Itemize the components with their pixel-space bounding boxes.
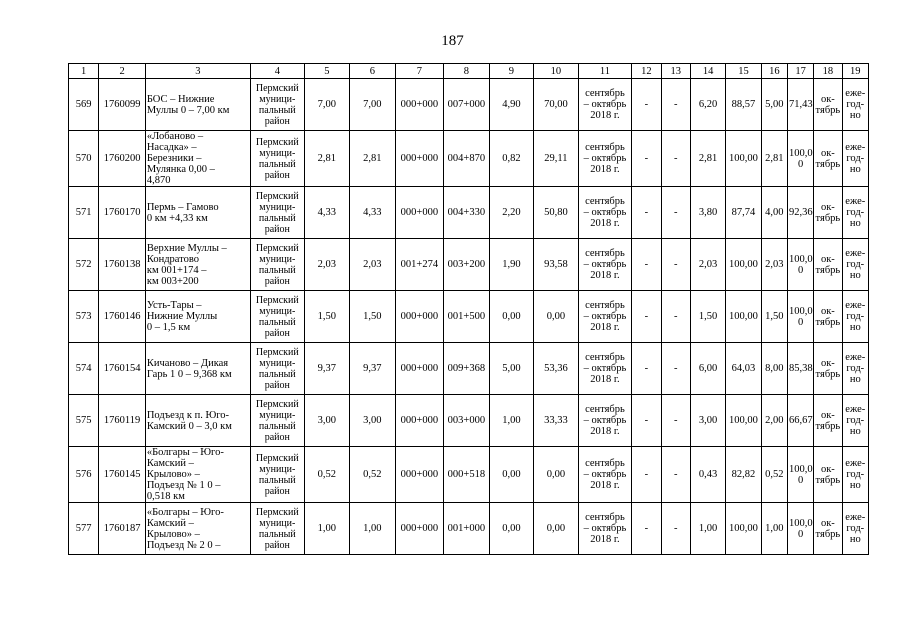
table-row (69, 131, 869, 187)
value-cell-c12: - (632, 239, 661, 291)
value-cell-c10: 70,00 (534, 79, 579, 131)
value-cell-c14: 6,00 (690, 343, 725, 395)
header-cell: 7 (395, 64, 444, 79)
period-cell: сентябрь – октябрь 2018 г. (578, 343, 632, 395)
value-cell-c9: 1,00 (489, 395, 534, 447)
value-cell-c13: - (661, 79, 690, 131)
value-cell-c7: 000+000 (395, 131, 444, 187)
district-cell: Пермский муници- пальный район (251, 447, 305, 503)
value-cell-c6: 2,81 (350, 131, 396, 187)
value-cell-c13: - (661, 131, 690, 187)
value-cell-c15: 100,00 (726, 239, 761, 291)
page-number: 187 (441, 33, 464, 49)
district-cell: Пермский муници- пальный район (251, 79, 305, 131)
value-cell-c9: 0,00 (489, 291, 534, 343)
value-cell-c6: 7,00 (350, 79, 396, 131)
header-cell: 10 (534, 64, 579, 79)
value-cell-c16: 4,00 (761, 187, 787, 239)
row-number: 576 (69, 447, 99, 503)
road-name: «Болгары – Юго- Камский – Крылово» – Подъезд № 1 0 – 0,518 км (145, 447, 250, 503)
value-cell-c14: 2,03 (690, 239, 725, 291)
value-cell-c15: 64,03 (726, 343, 761, 395)
value-cell-c8: 003+000 (444, 395, 490, 447)
value-cell-c14: 6,20 (690, 79, 725, 131)
value-cell-c13: - (661, 291, 690, 343)
road-code: 1760146 (99, 291, 146, 343)
value-cell-c8: 001+000 (444, 503, 490, 555)
value-cell-c15: 100,00 (726, 291, 761, 343)
value-cell-c15: 100,00 (726, 131, 761, 187)
value-cell-c17: 92,36 (787, 187, 813, 239)
value-cell-c6: 9,37 (350, 343, 396, 395)
value-cell-c5: 7,00 (304, 79, 350, 131)
value-cell-c14: 1,00 (690, 503, 725, 555)
road-name: «Болгары – Юго- Камский – Крылово» – Подъезд № 2 0 – (145, 503, 250, 555)
value-cell-c10: 53,36 (534, 343, 579, 395)
value-cell-c12: - (632, 79, 661, 131)
roads-table (68, 63, 869, 555)
value-cell-c9: 0,00 (489, 447, 534, 503)
month-cell: ок- тябрь (814, 79, 842, 131)
value-cell-c6: 0,52 (350, 447, 396, 503)
row-number: 569 (69, 79, 99, 131)
value-cell-c5: 0,52 (304, 447, 350, 503)
value-cell-c16: 1,50 (761, 291, 787, 343)
value-cell-c17: 100,0 0 (787, 239, 813, 291)
value-cell-c16: 2,03 (761, 239, 787, 291)
period-cell: сентябрь – октябрь 2018 г. (578, 79, 632, 131)
frequency-cell: еже- год- но (842, 131, 868, 187)
value-cell-c16: 1,00 (761, 503, 787, 555)
table-row (69, 79, 869, 131)
value-cell-c6: 3,00 (350, 395, 396, 447)
road-name: Пермь – Гамово 0 км +4,33 км (145, 187, 250, 239)
value-cell-c16: 5,00 (761, 79, 787, 131)
district-cell: Пермский муници- пальный район (251, 239, 305, 291)
month-cell: ок- тябрь (814, 187, 842, 239)
table-row (69, 395, 869, 447)
value-cell-c14: 3,00 (690, 395, 725, 447)
road-code: 1760099 (99, 79, 146, 131)
value-cell-c5: 2,03 (304, 239, 350, 291)
value-cell-c9: 0,82 (489, 131, 534, 187)
value-cell-c7: 000+000 (395, 395, 444, 447)
value-cell-c14: 1,50 (690, 291, 725, 343)
month-cell: ок- тябрь (814, 239, 842, 291)
frequency-cell: еже- год- но (842, 291, 868, 343)
frequency-cell: еже- год- но (842, 503, 868, 555)
header-cell: 6 (350, 64, 396, 79)
road-name: «Лобаново – Насадка» – Березники – Мулянка 0,00 – 4,870 (145, 131, 250, 187)
row-number: 570 (69, 131, 99, 187)
month-cell: ок- тябрь (814, 291, 842, 343)
value-cell-c10: 0,00 (534, 447, 579, 503)
district-cell: Пермский муници- пальный район (251, 131, 305, 187)
road-code: 1760145 (99, 447, 146, 503)
district-cell: Пермский муници- пальный район (251, 187, 305, 239)
header-cell: 15 (726, 64, 761, 79)
road-code: 1760187 (99, 503, 146, 555)
header-cell: 5 (304, 64, 350, 79)
header-cell: 19 (842, 64, 868, 79)
header-cell: 4 (251, 64, 305, 79)
value-cell-c7: 000+000 (395, 343, 444, 395)
value-cell-c7: 000+000 (395, 187, 444, 239)
road-code: 1760154 (99, 343, 146, 395)
value-cell-c10: 93,58 (534, 239, 579, 291)
value-cell-c5: 3,00 (304, 395, 350, 447)
value-cell-c14: 2,81 (690, 131, 725, 187)
value-cell-c12: - (632, 447, 661, 503)
value-cell-c8: 009+368 (444, 343, 490, 395)
header-cell: 17 (787, 64, 813, 79)
value-cell-c17: 71,43 (787, 79, 813, 131)
value-cell-c8: 004+330 (444, 187, 490, 239)
value-cell-c9: 1,90 (489, 239, 534, 291)
value-cell-c16: 2,00 (761, 395, 787, 447)
value-cell-c15: 87,74 (726, 187, 761, 239)
value-cell-c15: 100,00 (726, 395, 761, 447)
value-cell-c10: 29,11 (534, 131, 579, 187)
value-cell-c5: 9,37 (304, 343, 350, 395)
value-cell-c17: 100,0 0 (787, 503, 813, 555)
value-cell-c12: - (632, 395, 661, 447)
frequency-cell: еже- год- но (842, 187, 868, 239)
value-cell-c15: 100,00 (726, 503, 761, 555)
road-name: Подъезд к п. Юго- Камский 0 – 3,0 км (145, 395, 250, 447)
value-cell-c7: 000+000 (395, 79, 444, 131)
value-cell-c10: 0,00 (534, 291, 579, 343)
value-cell-c8: 007+000 (444, 79, 490, 131)
value-cell-c10: 33,33 (534, 395, 579, 447)
district-cell: Пермский муници- пальный район (251, 291, 305, 343)
table-row (69, 239, 869, 291)
value-cell-c7: 000+000 (395, 291, 444, 343)
header-cell: 13 (661, 64, 690, 79)
value-cell-c7: 001+274 (395, 239, 444, 291)
value-cell-c17: 100,0 0 (787, 447, 813, 503)
frequency-cell: еже- год- но (842, 239, 868, 291)
row-number: 574 (69, 343, 99, 395)
table-row (69, 187, 869, 239)
value-cell-c13: - (661, 343, 690, 395)
table-body (69, 64, 869, 555)
value-cell-c13: - (661, 447, 690, 503)
value-cell-c17: 66,67 (787, 395, 813, 447)
row-number: 572 (69, 239, 99, 291)
value-cell-c16: 2,81 (761, 131, 787, 187)
header-cell: 2 (99, 64, 146, 79)
road-name: Усть-Тары – Нижние Муллы 0 – 1,5 км (145, 291, 250, 343)
period-cell: сентябрь – октябрь 2018 г. (578, 447, 632, 503)
value-cell-c12: - (632, 131, 661, 187)
header-cell: 18 (814, 64, 842, 79)
header-cell: 14 (690, 64, 725, 79)
district-cell: Пермский муници- пальный район (251, 503, 305, 555)
value-cell-c8: 001+500 (444, 291, 490, 343)
value-cell-c5: 1,50 (304, 291, 350, 343)
row-number: 577 (69, 503, 99, 555)
road-name: Верхние Муллы – Кондратово км 001+174 – км 003+200 (145, 239, 250, 291)
value-cell-c10: 0,00 (534, 503, 579, 555)
month-cell: ок- тябрь (814, 503, 842, 555)
value-cell-c9: 4,90 (489, 79, 534, 131)
value-cell-c8: 003+200 (444, 239, 490, 291)
table-row (69, 291, 869, 343)
value-cell-c6: 4,33 (350, 187, 396, 239)
road-name: БОС – Нижние Муллы 0 – 7,00 км (145, 79, 250, 131)
value-cell-c14: 3,80 (690, 187, 725, 239)
value-cell-c13: - (661, 187, 690, 239)
value-cell-c9: 5,00 (489, 343, 534, 395)
value-cell-c8: 000+518 (444, 447, 490, 503)
value-cell-c13: - (661, 395, 690, 447)
value-cell-c6: 1,50 (350, 291, 396, 343)
value-cell-c5: 1,00 (304, 503, 350, 555)
header-cell: 1 (69, 64, 99, 79)
period-cell: сентябрь – октябрь 2018 г. (578, 187, 632, 239)
value-cell-c8: 004+870 (444, 131, 490, 187)
value-cell-c16: 0,52 (761, 447, 787, 503)
value-cell-c16: 8,00 (761, 343, 787, 395)
value-cell-c15: 88,57 (726, 79, 761, 131)
frequency-cell: еже- год- но (842, 447, 868, 503)
value-cell-c9: 0,00 (489, 503, 534, 555)
frequency-cell: еже- год- но (842, 343, 868, 395)
value-cell-c12: - (632, 503, 661, 555)
value-cell-c12: - (632, 187, 661, 239)
value-cell-c14: 0,43 (690, 447, 725, 503)
table-row (69, 343, 869, 395)
value-cell-c13: - (661, 503, 690, 555)
road-name: Кичаново – Дикая Гарь 1 0 – 9,368 км (145, 343, 250, 395)
period-cell: сентябрь – октябрь 2018 г. (578, 291, 632, 343)
road-code: 1760119 (99, 395, 146, 447)
month-cell: ок- тябрь (814, 395, 842, 447)
month-cell: ок- тябрь (814, 447, 842, 503)
district-cell: Пермский муници- пальный район (251, 395, 305, 447)
road-code: 1760200 (99, 131, 146, 187)
header-cell: 9 (489, 64, 534, 79)
value-cell-c17: 100,0 0 (787, 131, 813, 187)
road-code: 1760170 (99, 187, 146, 239)
header-row (69, 64, 869, 79)
road-code: 1760138 (99, 239, 146, 291)
header-cell: 8 (444, 64, 490, 79)
header-cell: 3 (145, 64, 250, 79)
value-cell-c5: 2,81 (304, 131, 350, 187)
district-cell: Пермский муници- пальный район (251, 343, 305, 395)
header-cell: 16 (761, 64, 787, 79)
value-cell-c13: - (661, 239, 690, 291)
value-cell-c6: 2,03 (350, 239, 396, 291)
value-cell-c7: 000+000 (395, 447, 444, 503)
period-cell: сентябрь – октябрь 2018 г. (578, 503, 632, 555)
period-cell: сентябрь – октябрь 2018 г. (578, 131, 632, 187)
value-cell-c10: 50,80 (534, 187, 579, 239)
table-row (69, 447, 869, 503)
header-cell: 11 (578, 64, 632, 79)
period-cell: сентябрь – октябрь 2018 г. (578, 239, 632, 291)
frequency-cell: еже- год- но (842, 395, 868, 447)
table-row (69, 503, 869, 555)
frequency-cell: еже- год- но (842, 79, 868, 131)
month-cell: ок- тябрь (814, 343, 842, 395)
value-cell-c7: 000+000 (395, 503, 444, 555)
month-cell: ок- тябрь (814, 131, 842, 187)
value-cell-c12: - (632, 343, 661, 395)
value-cell-c12: - (632, 291, 661, 343)
value-cell-c6: 1,00 (350, 503, 396, 555)
value-cell-c15: 82,82 (726, 447, 761, 503)
value-cell-c5: 4,33 (304, 187, 350, 239)
period-cell: сентябрь – октябрь 2018 г. (578, 395, 632, 447)
row-number: 573 (69, 291, 99, 343)
value-cell-c17: 100,0 0 (787, 291, 813, 343)
header-cell: 12 (632, 64, 661, 79)
row-number: 575 (69, 395, 99, 447)
value-cell-c9: 2,20 (489, 187, 534, 239)
value-cell-c17: 85,38 (787, 343, 813, 395)
row-number: 571 (69, 187, 99, 239)
